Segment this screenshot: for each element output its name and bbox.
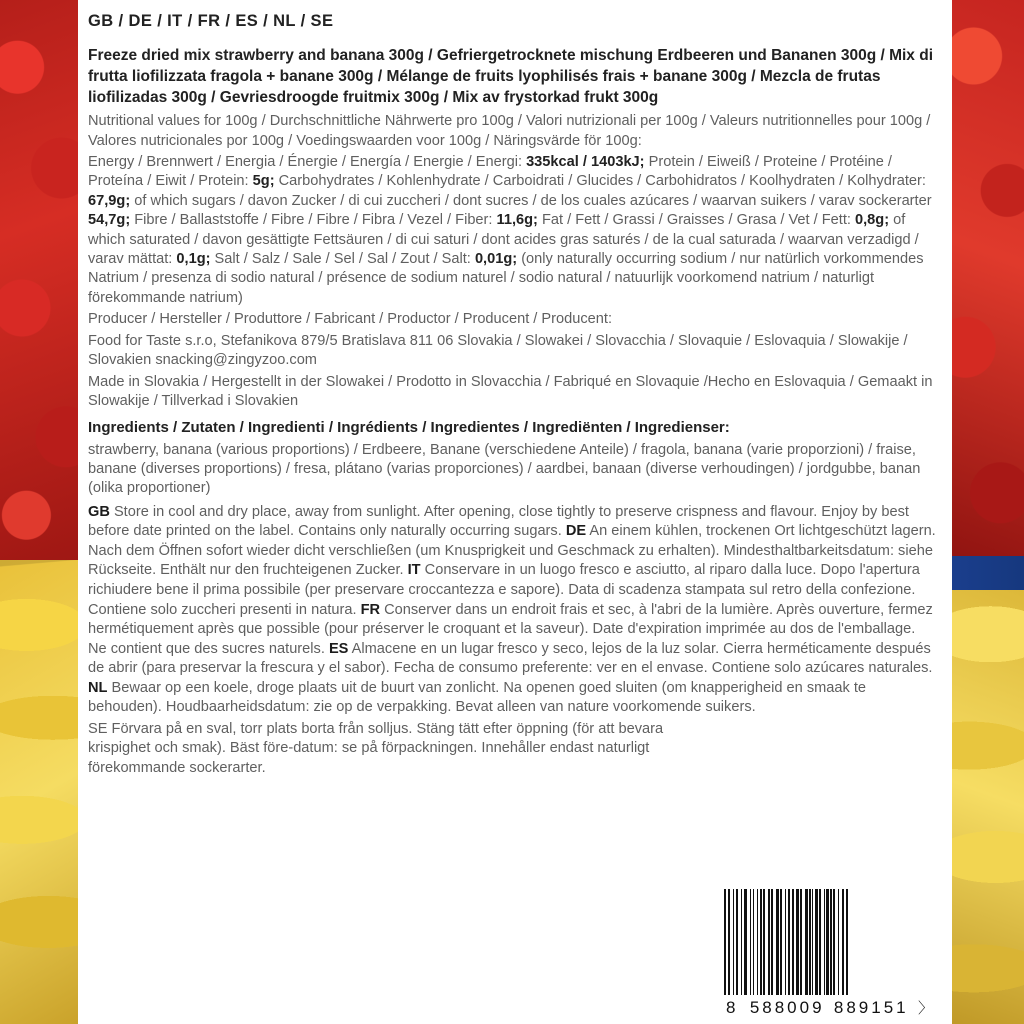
barcode-group-right: 889151 xyxy=(833,997,909,1017)
salt-label: Salt / Salz / Sale / Sel / Sal / Zout / Salt: xyxy=(214,251,471,268)
barcode xyxy=(724,889,936,1018)
nutrition-values xyxy=(88,153,936,308)
barcode-digits xyxy=(724,997,936,1018)
fibre-label: Fibre / Ballaststoffe / Fibre / Fibre / Fibra / Vezel / Fiber: xyxy=(134,212,493,229)
nutrition-heading: Nutritional values for 100g / Durchschnittliche Nährwerte pro 100g / Valori nutrizionali per 100g / Valeurs nutritionnelles pour 100g / Valores nutricionales por 100g / Voedingswaarden voor 100g / Näringsvärde för 100g: xyxy=(88,113,931,149)
fat-value: 0,8g; xyxy=(855,212,890,229)
carbs-label: Carbohydrates / Kohlenhydrate / Carboidrati / Glucides / Carbohidratos / Koolhydraten / Kolhydrater: xyxy=(278,173,926,190)
storage-text-gb: Store in cool and dry place, away from sunlight. After opening, close tightly to preserve crispness and flavour. Enjoy by best before date printed on the label. Contains only naturally occurring sugars. xyxy=(88,503,909,540)
storage-lang-fr: FR xyxy=(360,601,381,618)
carbs-value: 67,9g; xyxy=(88,192,131,209)
storage-lang-nl: NL xyxy=(88,679,108,696)
sugars-label: of which sugars / davon Zucker / di cui zuccheri / dont sucres / de los cuales azúcares / waarvan suikers / varav sockerarter xyxy=(134,192,932,209)
origin-statement: Made in Slovakia / Hergestellt in der Slowakei / Prodotto in Slovacchia / Fabriqué en Slovaquie /Hecho en Eslovaquia / Gemaakt in Slowakije / Tillverkad i Slovakien xyxy=(88,373,933,409)
storage-instructions-se xyxy=(88,720,728,779)
strawberry-photo-left xyxy=(0,0,88,560)
storage-instructions xyxy=(88,503,936,718)
storage-lang-es: ES xyxy=(328,640,349,657)
protein-label: Protein / Eiweiß / Proteine / Protéine / Proteína / Eiwit / Protein: xyxy=(88,154,892,190)
barcode-arrow-icon: 〉 xyxy=(917,1000,934,1017)
strawberry-photo-right xyxy=(940,0,1024,560)
salt-note: (only naturally occurring sodium / nur natürlich vorkommendes Natrium / presenza di sodio natural / présence de sodium naturel / sodio natural / natuurlijk voorkomend natrium / naturligt förekommande natrium) xyxy=(88,251,924,306)
producer-address: Food for Taste s.r.o, Stefanikova 879/5 Bratislava 811 06 Slovakia / Slowakei / Slovacchia / Slovaquie / Eslovaquia / Slowakije / Slovakien snacking@zingyzoo.com xyxy=(88,332,908,369)
saturates-label: of which saturated / davon gesättigte Fettsäuren / di cui saturi / dont acides gras saturés / de la cual saturada / waarvan verzadigd / varav mättat: xyxy=(88,212,919,268)
storage-lang-se: SE xyxy=(88,720,108,737)
fat-label: Fat / Fett / Grassi / Graisses / Grasa / Vet / Fett: xyxy=(541,212,851,229)
energy-label: Energy / Brennwert / Energia / Énergie / Energía / Energie / Energi: xyxy=(88,154,522,171)
ingredients-heading: Ingredients / Zutaten / Ingredienti / Ingrédients / Ingredientes / Ingrediënten / Ingredienser: xyxy=(88,419,730,437)
producer-heading: Producer / Hersteller / Produttore / Fabricant / Productor / Producent / Producent: xyxy=(88,311,612,328)
fibre-value: 11,6g; xyxy=(496,212,538,229)
label-text-panel xyxy=(78,0,952,1024)
storage-text-fr: Conserver dans un endroit frais et sec, à l'abri de la lumière. Après ouverture, fermez hermétiquement après que possible (pour préserver le croquant et la saveur). Date d'expiration imprimée au dos de l'emballage. Ne contient que des sucres naturels. xyxy=(88,601,933,657)
energy-value: 335kcal / 1403kJ; xyxy=(526,154,645,171)
languages-header: GB / DE / IT / FR / ES / NL / SE xyxy=(88,12,334,30)
banana-photo-left xyxy=(0,560,88,1024)
product-title: Freeze dried mix strawberry and banana 300g / Gefriergetrocknete mischung Erdbeeren und Bananen 300g / Mix di frutta liofilizzata fragola + banane 300g / Mélange de fruits lyophilisés frais + banane 300g / Mezcla de frutas liofilizadas 300g / Gevriesdroogde fruitmix 300g / Mix av frystorkad frukt 300g xyxy=(88,47,934,107)
protein-value: 5g; xyxy=(252,173,275,190)
sugars-value: 54,7g; xyxy=(88,212,131,229)
saturates-value: 0,1g; xyxy=(176,251,211,268)
storage-text-it: Conservare in un luogo fresco e asciutto, al riparo dalla luce. Dopo l'apertura richiudere bene il prima possibile (per preservare croccantezza e sapore). Data di scadenza stampata sul retro della confezione. Contiene solo zuccheri presenti in natura. xyxy=(88,562,920,618)
blue-accent-strip xyxy=(940,556,1024,590)
storage-text-nl: Bewaar op een koele, droge plaats uit de buurt van zonlicht. Na openen goed sluiten (om knapperigheid en smaak te behouden). Houdbaarheidsdatum: zie op de verpakking. Bevat alleen van nature voorkomende suikers. xyxy=(88,679,867,716)
banana-photo-right xyxy=(940,560,1024,1024)
salt-value: 0,01g; xyxy=(474,251,518,268)
storage-text-se: Förvara på en sval, torr plats borta från solljus. Stäng tätt efter öppning (för att bevara krispighet och smak). Bäst före-datum: se på förpackningen. Innehåller endast naturligt förekommande sockerarter. xyxy=(88,720,664,776)
storage-text-de: An einem kühlen, trockenen Ort lichtgeschützt lagern. Nach dem Öffnen sofort wieder dicht verschließen (um Knusprigkeit und Geschmack zu erhalten). Mindesthaltbarkeitsdatum: siehe Rückseite. Enthält nur den fruchteigenen Zucker. xyxy=(88,523,936,579)
barcode-lead-digit: 8 xyxy=(726,997,737,1017)
storage-text-es: Almacene en un lugar fresco y seco, lejos de la luz solar. Cierra herméticamente después de abrir (para preservar la frescura y el sabor). Fecha de consumo preferente: ver en el envase. Contiene solo azúcares naturales. xyxy=(88,640,933,677)
storage-lang-gb: GB xyxy=(88,503,110,520)
storage-lang-de: DE xyxy=(565,523,587,540)
barcode-bars xyxy=(724,889,936,995)
storage-lang-it: IT xyxy=(407,562,421,579)
barcode-group-left: 588009 xyxy=(749,997,825,1017)
ingredients-text: strawberry, banana (various proportions) / Erdbeere, Banane (verschiedene Anteile) / fragola, banana (varie proporzioni) / fraise, banane (diverses proportions) / fresa, plátano (varias proporciones) / aardbei, banaan (diverse verhoudingen) / jordgubbe, banan (olika proportioner) xyxy=(88,441,921,497)
